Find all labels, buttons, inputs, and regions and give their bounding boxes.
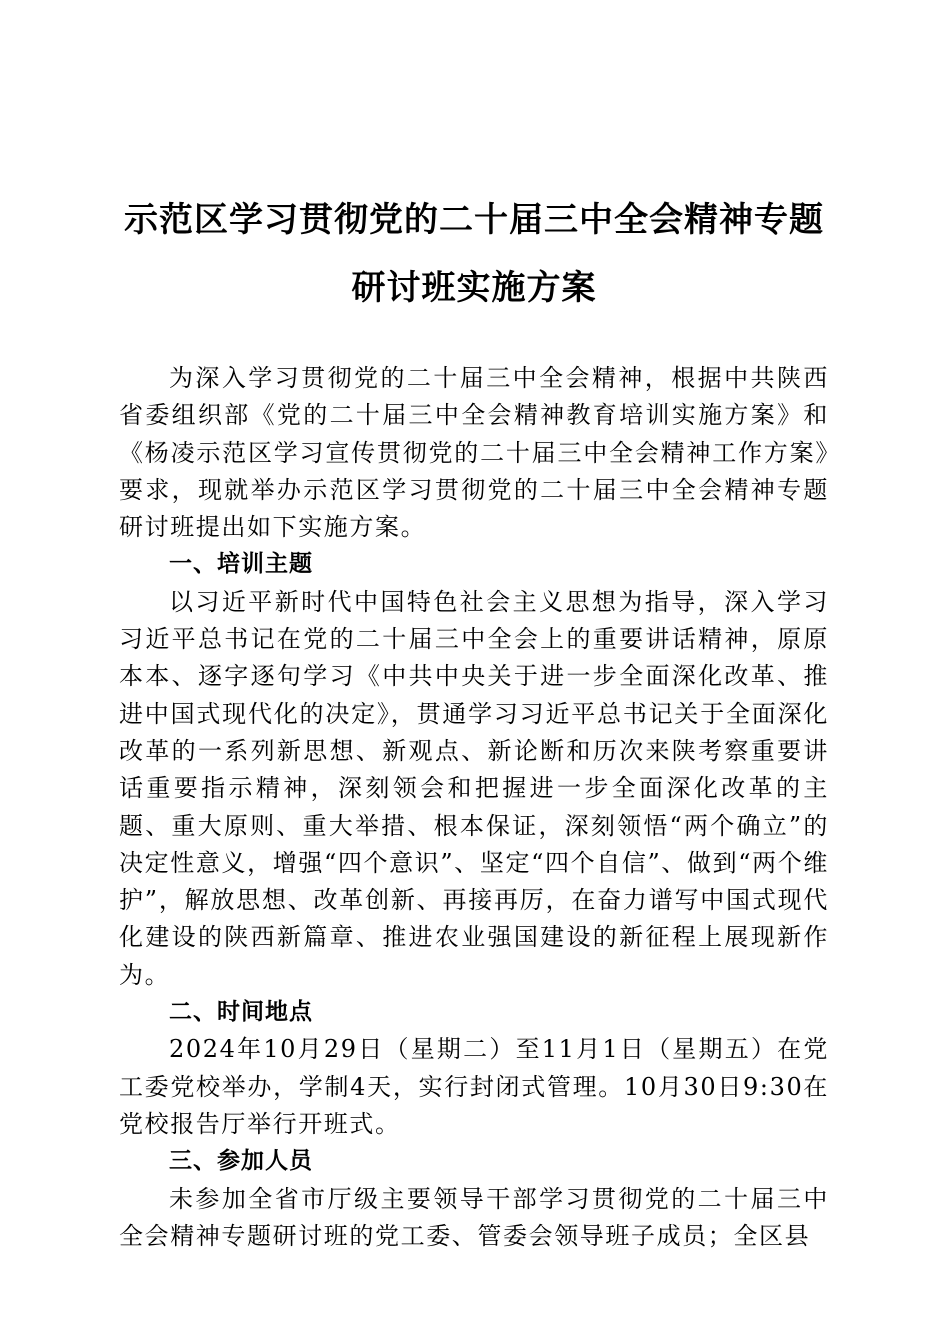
section-text-time-location: 2024年10月29日（星期二）至11月1日（星期五）在党工委党校举办，学制4天，实行封闭式管理。10月30日9:30在党校报告厅举行开班式。 (119, 1035, 829, 1138)
document-title-line-2: 研讨班实施方案 (351, 268, 597, 308)
section-text-participants: 未参加全省市厅级主要领导干部学习贯彻党的二十届三中全会精神专题研讨班的党工委、管委会领导班子成员；全区县 (119, 1184, 829, 1250)
intro-paragraph: 为深入学习贯彻党的二十届三中全会精神，根据中共陕西省委组织部《党的二十届三中全会精神教育培训实施方案》和《杨凌示范区学习宣传贯彻党的二十届三中全会精神工作方案》要求，现就举办示范区学习贯彻党的二十届三中全会精神专题研讨班提出如下实施方案。 (119, 364, 829, 542)
document-title-line-1: 示范区学习贯彻党的二十届三中全会精神专题 (124, 200, 824, 240)
section-text-training-theme: 以习近平新时代中国特色社会主义思想为指导，深入学习习近平总书记在党的二十届三中全会上的重要讲话精神，原原本本、逐字逐句学习《中共中央关于进一步全面深化改革、推进中国式现代化的决定》，贯通学习习近平总书记关于全面深化改革的一系列新思想、新观点、新论断和历次来陕考察重要讲话重要指示精神，深刻领会和把握进一步全面深化改革的主题、重大原则、重大举措、根本保证，深刻领悟“两个确立”的决定性意义，增强“四个意识”、坚定“四个自信”、做到“两个维护”，解放思想、改革创新、再接再厉，在奋力谱写中国式现代化建设的陕西新篇章、推进农业强国建设的新征程上展现新作为。 (119, 587, 829, 989)
section-heading-time-location: 二、时间地点 (169, 999, 313, 1026)
section-heading-training-theme: 一、培训主题 (169, 551, 313, 578)
section-heading-participants: 三、参加人员 (169, 1148, 313, 1175)
document-body (119, 360, 829, 1255)
